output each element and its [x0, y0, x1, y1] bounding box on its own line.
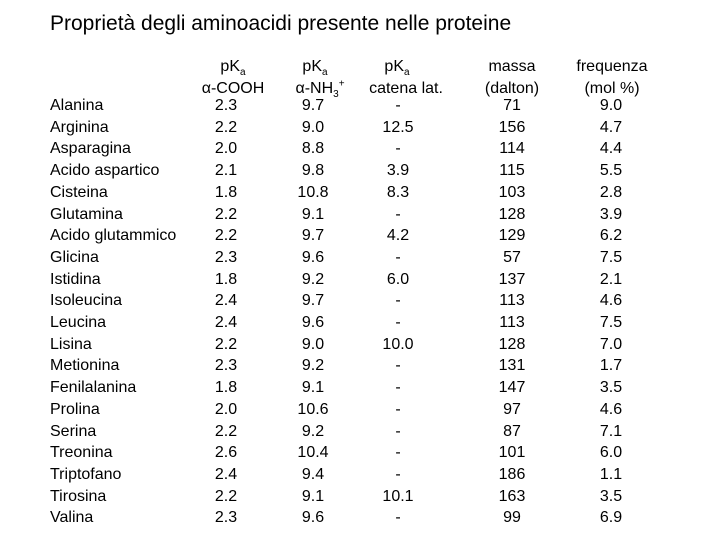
amino-acid-name: Leucina — [50, 314, 107, 331]
amino-acid-name: Arginina — [50, 118, 109, 136]
freq-value: 7.5 — [599, 314, 623, 331]
amino-acid-name: Triptofano — [50, 465, 122, 483]
pka-nh3-value: 9.7 — [301, 227, 325, 245]
mass-value: 137 — [498, 270, 526, 288]
amino-acid-name: Acido glutammico — [50, 227, 177, 245]
freq-value: 1.7 — [599, 357, 623, 375]
pka-nh3-value: 9.2 — [301, 422, 325, 440]
pka-cooh-value: 2.2 — [214, 487, 238, 505]
amino-acid-name: Fenilalanina — [50, 379, 137, 397]
pka-nh3-value: 9.2 — [301, 357, 325, 375]
pka-cooh-value: 2.4 — [214, 314, 238, 331]
pka-side-value: - — [395, 379, 401, 397]
freq-value: 3.5 — [599, 487, 623, 505]
freq-value: 3.9 — [599, 205, 623, 223]
freq-value: 7.5 — [599, 248, 623, 266]
page-title: Proprietà degli aminoacidi presente nelle proteine — [50, 12, 512, 35]
pka-cooh-value: 2.3 — [214, 97, 238, 114]
amino-acid-name: Cisteina — [50, 183, 108, 201]
pka-nh3-value: 9.1 — [301, 379, 325, 397]
pka-side-value: - — [395, 400, 401, 418]
pka-cooh-value: 2.4 — [214, 465, 238, 483]
mass-value: 71 — [503, 97, 521, 114]
amino-acid-name: Treonina — [50, 444, 113, 462]
mass-value: 131 — [498, 357, 526, 375]
pka-nh3-value: 9.2 — [301, 270, 325, 288]
pka-cooh-value: 1.8 — [214, 270, 238, 288]
mass-value: 57 — [503, 248, 521, 266]
pka-side-value: - — [395, 357, 401, 375]
pka-side-value: 10.1 — [382, 487, 414, 505]
mass-value: 115 — [499, 162, 525, 180]
freq-value: 3.5 — [599, 379, 623, 397]
mass-value: 113 — [499, 314, 525, 331]
mass-value: 87 — [503, 422, 521, 440]
pka-side-value: - — [395, 509, 401, 527]
mass-value: 97 — [503, 400, 521, 418]
mass-value: 114 — [499, 140, 525, 158]
amino-acid-name: Prolina — [50, 400, 100, 418]
mass-value: 128 — [498, 335, 526, 353]
amino-acid-name: Tirosina — [50, 487, 107, 505]
freq-value: 6.9 — [599, 509, 623, 527]
pka-side-value: - — [395, 292, 401, 310]
header-pka-nh3-line2: $\alpha-NH_3^+$ — [295, 78, 345, 101]
pka-nh3-value: 9.0 — [301, 335, 325, 353]
pka-cooh-value: 2.1 — [214, 162, 238, 180]
freq-value: 4.4 — [599, 140, 623, 158]
header-pka-nh3-line1: $pK_a$ — [302, 58, 328, 79]
mass-value: 99 — [503, 509, 521, 527]
mass-value: 147 — [498, 379, 526, 397]
pka-cooh-value: 2.2 — [214, 227, 238, 245]
amino-acid-name: Acido aspartico — [50, 162, 160, 180]
pka-nh3-value: 9.4 — [301, 465, 325, 483]
pka-nh3-value: 9.7 — [301, 97, 325, 114]
pka-nh3-value: 9.6 — [301, 314, 325, 331]
mass-value: 103 — [498, 183, 526, 201]
pka-cooh-value: 2.0 — [214, 400, 238, 418]
pka-nh3-value: 9.6 — [301, 248, 325, 266]
mass-value: 163 — [498, 487, 526, 505]
freq-value: 5.5 — [599, 162, 623, 180]
header-mass-line2: (dalton) — [484, 80, 540, 97]
pka-nh3-value: 9.1 — [301, 487, 325, 505]
pka-cooh-value: 2.0 — [214, 140, 238, 158]
freq-value: 4.6 — [599, 292, 623, 310]
pka-nh3-value: 9.1 — [301, 205, 325, 223]
pka-side-value: - — [395, 205, 401, 223]
pka-side-value: 3.9 — [386, 162, 410, 180]
pka-side-value: 8.3 — [386, 183, 410, 201]
pka-cooh-value: 2.2 — [214, 118, 238, 136]
pka-cooh-value: 2.3 — [214, 357, 238, 375]
mass-value: 186 — [498, 465, 526, 483]
freq-value: 2.8 — [599, 183, 623, 201]
pka-nh3-value: 9.8 — [301, 162, 325, 180]
pka-cooh-value: 2.2 — [214, 335, 238, 353]
pka-side-value: - — [395, 140, 401, 158]
freq-value: 7.0 — [599, 335, 623, 353]
header-pka-side-line1: $pK_a$ — [384, 58, 410, 79]
amino-acid-name: Valina — [50, 509, 94, 527]
mass-value: 128 — [498, 205, 526, 223]
pka-cooh-value: 2.4 — [214, 292, 238, 310]
pka-side-value: - — [395, 465, 401, 483]
pka-cooh-value: 2.3 — [214, 509, 238, 527]
pka-nh3-value: 9.7 — [301, 292, 325, 310]
freq-value: 7.1 — [599, 422, 623, 440]
mass-value: 101 — [498, 444, 526, 462]
pka-side-value: - — [395, 248, 401, 266]
mass-value: 156 — [498, 118, 526, 136]
header-mass-line1: massa — [488, 58, 536, 75]
pka-cooh-value: 2.3 — [214, 248, 238, 266]
pka-nh3-value: 10.8 — [297, 183, 329, 201]
amino-acid-name: Istidina — [50, 270, 101, 288]
freq-value: 6.0 — [599, 444, 623, 462]
pka-cooh-value: 2.2 — [214, 205, 238, 223]
pka-side-value: - — [395, 422, 401, 440]
pka-cooh-value: 1.8 — [214, 183, 238, 201]
pka-cooh-value: 2.2 — [214, 422, 238, 440]
amino-acid-name: Lisina — [50, 335, 92, 353]
amino-acid-name: Alanina — [50, 97, 104, 114]
pka-side-value: 12.5 — [382, 118, 414, 136]
pka-nh3-value: 9.6 — [301, 509, 325, 527]
pka-nh3-value: 8.8 — [301, 140, 325, 158]
header-pka-side-line2: catena lat. — [369, 80, 443, 97]
pka-side-value: 4.2 — [386, 227, 410, 245]
freq-value: 9.0 — [599, 97, 623, 114]
amino-acid-name: Isoleucina — [50, 292, 123, 310]
amino-acid-name: Glicina — [50, 248, 99, 266]
amino-acid-name: Metionina — [50, 357, 120, 375]
freq-value: 2.1 — [599, 270, 623, 288]
freq-value: 4.7 — [599, 118, 623, 136]
pka-cooh-value: 2.6 — [214, 444, 238, 462]
freq-value: 6.2 — [599, 227, 623, 245]
freq-value: 4.6 — [599, 400, 623, 418]
mass-value: 113 — [499, 292, 525, 310]
pka-side-value: - — [395, 97, 401, 114]
header-pka-cooh-line1: $pK_a$ — [220, 58, 246, 79]
amino-acid-name: Serina — [50, 422, 97, 440]
header-freq-line1: frequenza — [576, 58, 648, 75]
amino-acid-name: Asparagina — [50, 140, 131, 158]
header-freq-line2: (mol %) — [584, 80, 640, 97]
mass-value: 129 — [498, 227, 526, 245]
pka-nh3-value: 10.4 — [297, 444, 329, 462]
pka-side-value: - — [395, 444, 401, 462]
pka-nh3-value: 10.6 — [297, 400, 329, 418]
pka-side-value: - — [395, 314, 401, 331]
header-pka-cooh-line2: α-COOH — [201, 80, 265, 97]
pka-cooh-value: 1.8 — [214, 379, 238, 397]
pka-side-value: 6.0 — [386, 270, 410, 288]
pka-side-value: 10.0 — [382, 335, 414, 353]
freq-value: 1.1 — [599, 465, 623, 483]
pka-nh3-value: 9.0 — [301, 118, 325, 136]
amino-acid-name: Glutamina — [50, 205, 123, 223]
